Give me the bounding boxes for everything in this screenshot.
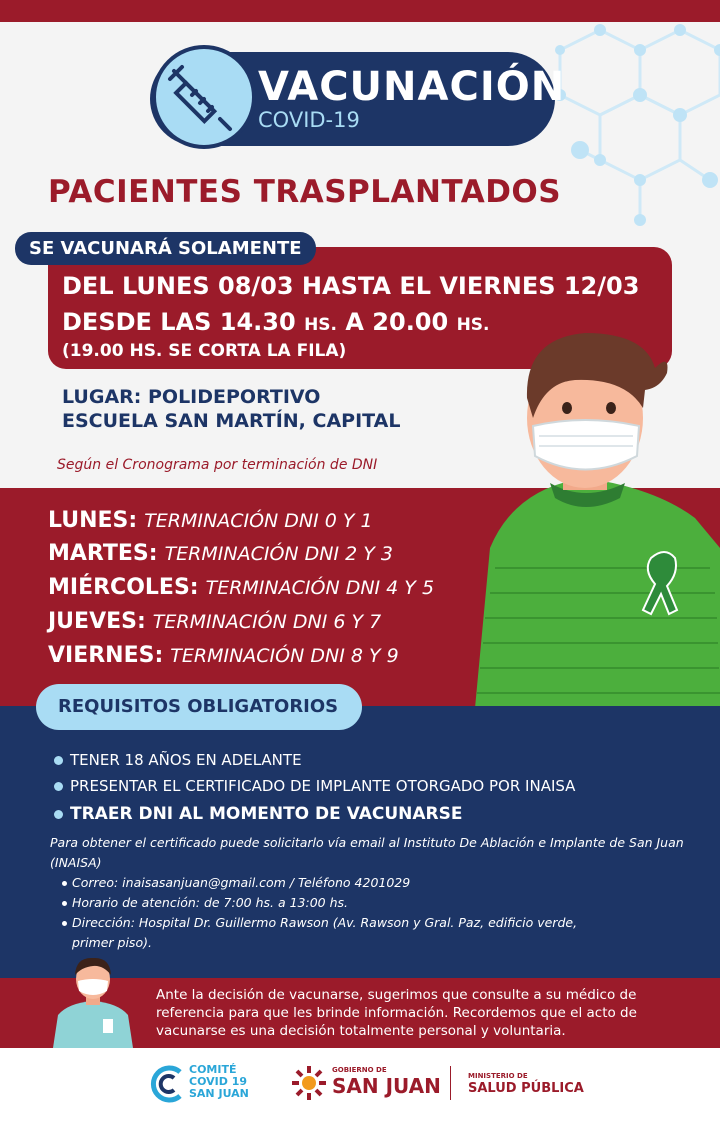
time-from: DESDE LAS 14.30 bbox=[62, 308, 296, 336]
ministerio-small: MINISTERIO DE bbox=[468, 1072, 528, 1080]
day-row-friday bbox=[48, 643, 399, 668]
syringe-icon bbox=[156, 49, 252, 145]
time-line bbox=[62, 308, 490, 336]
day-row-thursday bbox=[48, 609, 381, 634]
syringe-circle bbox=[152, 45, 256, 149]
day-detail: TERMINACIÓN DNI 4 Y 5 bbox=[205, 577, 435, 599]
day-detail: TERMINACIÓN DNI 2 Y 3 bbox=[164, 543, 394, 565]
requirement-item bbox=[54, 804, 462, 824]
comite-logo-text bbox=[189, 1064, 249, 1100]
page-heading: PACIENTES TRASPLANTADOS bbox=[48, 174, 562, 210]
requirement-item bbox=[54, 751, 302, 769]
bullet-icon bbox=[54, 810, 63, 819]
day-label: LUNES: bbox=[48, 508, 138, 533]
masked-person-illustration bbox=[455, 318, 720, 708]
contact-item bbox=[62, 893, 348, 913]
footer-divider bbox=[450, 1066, 451, 1100]
gobierno-big: SAN JUAN bbox=[332, 1074, 441, 1098]
top-bar bbox=[0, 0, 720, 22]
location-line-1: LUGAR: POLIDEPORTIVO bbox=[62, 386, 321, 408]
contact-text: Horario de atención: de 7:00 hs. a 13:00 hs. bbox=[72, 895, 349, 910]
contact-item bbox=[62, 913, 577, 933]
contact-item bbox=[62, 873, 410, 893]
comite-line: SAN JUAN bbox=[189, 1087, 249, 1100]
time-to: A 20.00 bbox=[345, 308, 449, 336]
requirement-text: TRAER DNI AL MOMENTO DE VACUNARSE bbox=[70, 804, 463, 824]
contact-text: Correo: inaisasanjuan@gmail.com / Teléfono 4201029 bbox=[72, 875, 411, 890]
cutoff-note: (19.00 HS. SE CORTA LA FILA) bbox=[62, 341, 347, 361]
day-label: JUEVES: bbox=[48, 609, 146, 634]
comite-logo-icon bbox=[148, 1064, 188, 1104]
day-detail: TERMINACIÓN DNI 6 Y 7 bbox=[152, 611, 382, 633]
day-detail: TERMINACIÓN DNI 8 Y 9 bbox=[170, 645, 399, 667]
day-row-tuesday bbox=[48, 541, 393, 566]
ministerio-big: SALUD PÚBLICA bbox=[468, 1081, 584, 1096]
cronograma-note: Según el Cronograma por terminación de DNI bbox=[57, 457, 378, 473]
comite-line: COMITÉ bbox=[189, 1063, 237, 1076]
day-label: VIERNES: bbox=[48, 643, 164, 668]
contact-text: Dirección: Hospital Dr. Guillermo Rawson (Av. Rawson y Gral. Paz, edificio verde, bbox=[72, 915, 578, 930]
hs-label-2: HS. bbox=[456, 315, 490, 335]
contact-item-continuation: primer piso). bbox=[72, 935, 152, 950]
day-row-monday bbox=[48, 508, 373, 533]
day-row-wednesday bbox=[48, 575, 434, 600]
advice-text: Ante la decisión de vacunarse, sugerimos que consulte a su médico de referencia para que les brinde información. Recordemos que el acto de vacunarse es una decisión totalmente personal y voluntaria. bbox=[156, 987, 637, 1039]
nurse-illustration bbox=[48, 955, 138, 1048]
dates-line: DEL LUNES 08/03 HASTA EL VIERNES 12/03 bbox=[62, 272, 640, 300]
requirement-text: PRESENTAR EL CERTIFICADO DE IMPLANTE OTORGADO POR INAISA bbox=[70, 777, 576, 795]
location-line-2: ESCUELA SAN MARTÍN, CAPITAL bbox=[62, 410, 401, 432]
bullet-icon bbox=[62, 921, 67, 926]
comite-line: COVID 19 bbox=[189, 1075, 248, 1088]
day-label: MIÉRCOLES: bbox=[48, 575, 199, 600]
bullet-icon bbox=[62, 901, 67, 906]
notice-pill: SE VACUNARÁ SOLAMENTE bbox=[15, 232, 316, 265]
day-label: MARTES: bbox=[48, 541, 158, 566]
certificate-info: Para obtener el certificado puede solicitarlo vía email al Instituto De Ablación e Implante de San Juan (INAISA) bbox=[50, 835, 684, 870]
hs-label-1: HS. bbox=[304, 315, 337, 335]
requirement-text: TENER 18 AÑOS EN ADELANTE bbox=[70, 751, 302, 769]
vaccination-title: VACUNACIÓN bbox=[258, 64, 566, 110]
bullet-icon bbox=[54, 782, 63, 791]
bullet-icon bbox=[62, 881, 67, 886]
requirement-item bbox=[54, 777, 575, 795]
requirements-title: REQUISITOS OBLIGATORIOS bbox=[58, 696, 339, 717]
san-juan-sun-icon bbox=[290, 1064, 328, 1102]
molecule-decoration-icon bbox=[540, 20, 720, 250]
day-detail: TERMINACIÓN DNI 0 Y 1 bbox=[144, 510, 373, 532]
bullet-icon bbox=[54, 756, 63, 765]
vaccination-subtitle: COVID-19 bbox=[258, 108, 360, 132]
gobierno-small: GOBIERNO DE bbox=[332, 1066, 387, 1074]
